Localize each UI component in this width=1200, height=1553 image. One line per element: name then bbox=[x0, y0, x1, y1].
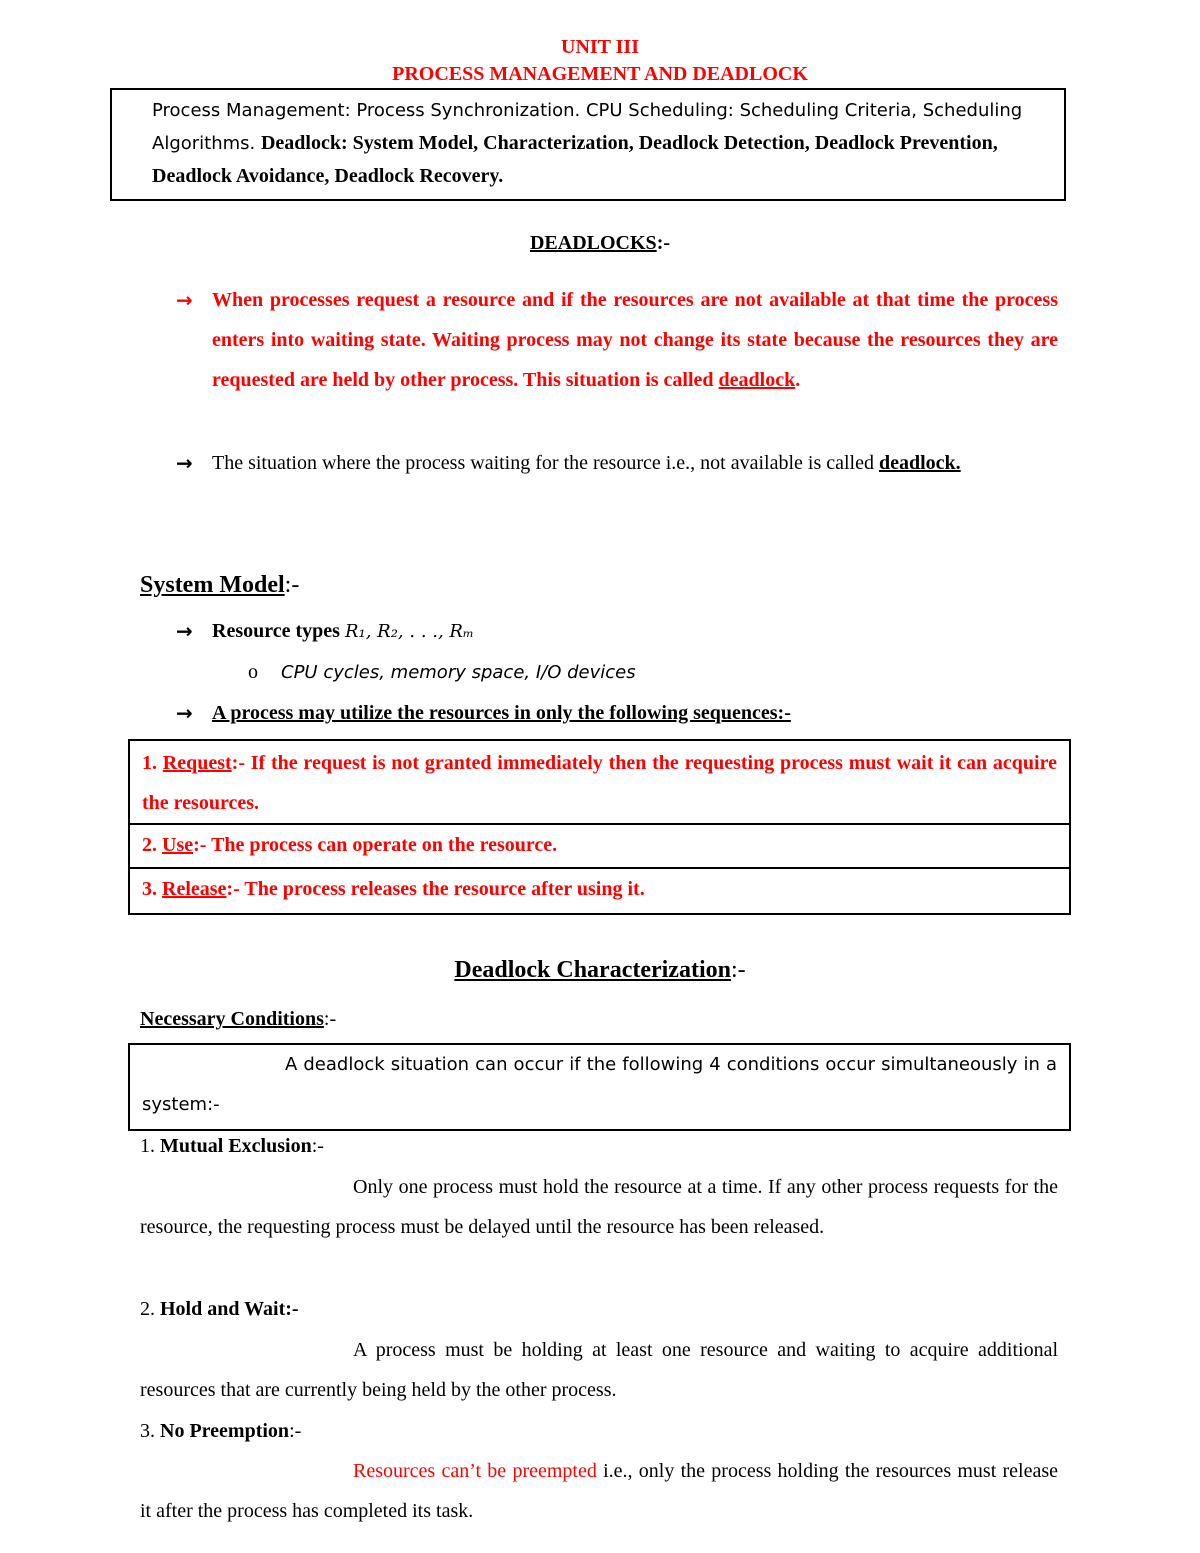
unit-title: UNIT III bbox=[561, 36, 639, 58]
arrow-right-icon: → bbox=[176, 701, 193, 725]
conditions-intro-box bbox=[128, 1043, 1071, 1131]
table-row: 2. Use:- The process can operate on the resource. bbox=[130, 825, 1069, 869]
resource-sequence-table bbox=[128, 739, 1071, 915]
circle-bullet-icon: o bbox=[248, 661, 258, 683]
deadlocks-heading: DEADLOCKS:- bbox=[529, 232, 671, 254]
arrow-right-icon: → bbox=[176, 288, 193, 312]
syllabus-box bbox=[110, 88, 1066, 201]
arrow-right-icon: → bbox=[176, 619, 193, 643]
characterization-heading: Deadlock Characterization:- bbox=[454, 957, 746, 983]
condition-3-text: Resources can’t be preempted i.e., only the process holding the resources must release it after the process has completed its task. bbox=[140, 1460, 1059, 1522]
sequence-item: → A process may utilize the resources in only the following sequences:- bbox=[176, 693, 1058, 733]
condition-1-text: Only one process must hold the resource at a time. If any other process requests for the resource, the requesting process must be delayed until the resource has been released. bbox=[140, 1176, 1058, 1238]
table-row: 3. Release:- The process releases the resource after using it. bbox=[142, 878, 645, 900]
condition-2-title: 2. Hold and Wait:- bbox=[140, 1298, 299, 1320]
deadlock-definition-2: → The situation where the process waiting for the resource i.e., not available is called deadlock. bbox=[176, 443, 1058, 483]
resource-types-math: R₁, R₂, . . ., Rₘ bbox=[344, 621, 475, 642]
necessary-conditions-heading: Necessary Conditions:- bbox=[140, 1008, 337, 1030]
conditions-intro: A deadlock situation can occur if the following 4 conditions occur simultaneously in a system:- bbox=[142, 1054, 1057, 1115]
arrow-right-icon: → bbox=[176, 451, 193, 475]
condition-1-title: 1. Mutual Exclusion:- bbox=[140, 1135, 324, 1157]
deadlock-term-2: deadlock. bbox=[878, 452, 961, 474]
syllabus-part1: Process Management: Process Synchronization. CPU Scheduling: Scheduling Criteria, Scheduling Algorithms. bbox=[152, 100, 1023, 154]
condition-2-text: A process must be holding at least one resource and waiting to acquire additional resources that are currently being held by the other process. bbox=[140, 1339, 1058, 1401]
syllabus-part2: Deadlock: System Model, Characterization, Deadlock Detection, Deadlock Prevention, Deadlock Avoidance, Deadlock Recovery. bbox=[152, 132, 998, 187]
system-model-heading: System Model:- bbox=[140, 572, 300, 598]
resource-examples-item: o CPU cycles, memory space, I/O devices bbox=[248, 661, 636, 683]
deadlock-term: deadlock bbox=[718, 369, 796, 391]
table-row: 1. Request:- If the request is not granted immediately then the requesting process must wait it can acquire the resources. bbox=[130, 741, 1069, 825]
syllabus-text bbox=[152, 94, 1042, 192]
deadlock-definition-1: → When processes request a resource and if the resources are not available at that time the process enters into waiting state. Waiting process may not change its state because the resources they are requested are held by other process. This situation is called deadlock. bbox=[176, 280, 1058, 400]
resource-types-item: → Resource types R₁, R₂, . . ., Rₘ bbox=[176, 611, 1058, 652]
condition-3-title: 3. No Preemption:- bbox=[140, 1420, 302, 1442]
subject-title: PROCESS MANAGEMENT AND DEADLOCK bbox=[392, 63, 808, 85]
